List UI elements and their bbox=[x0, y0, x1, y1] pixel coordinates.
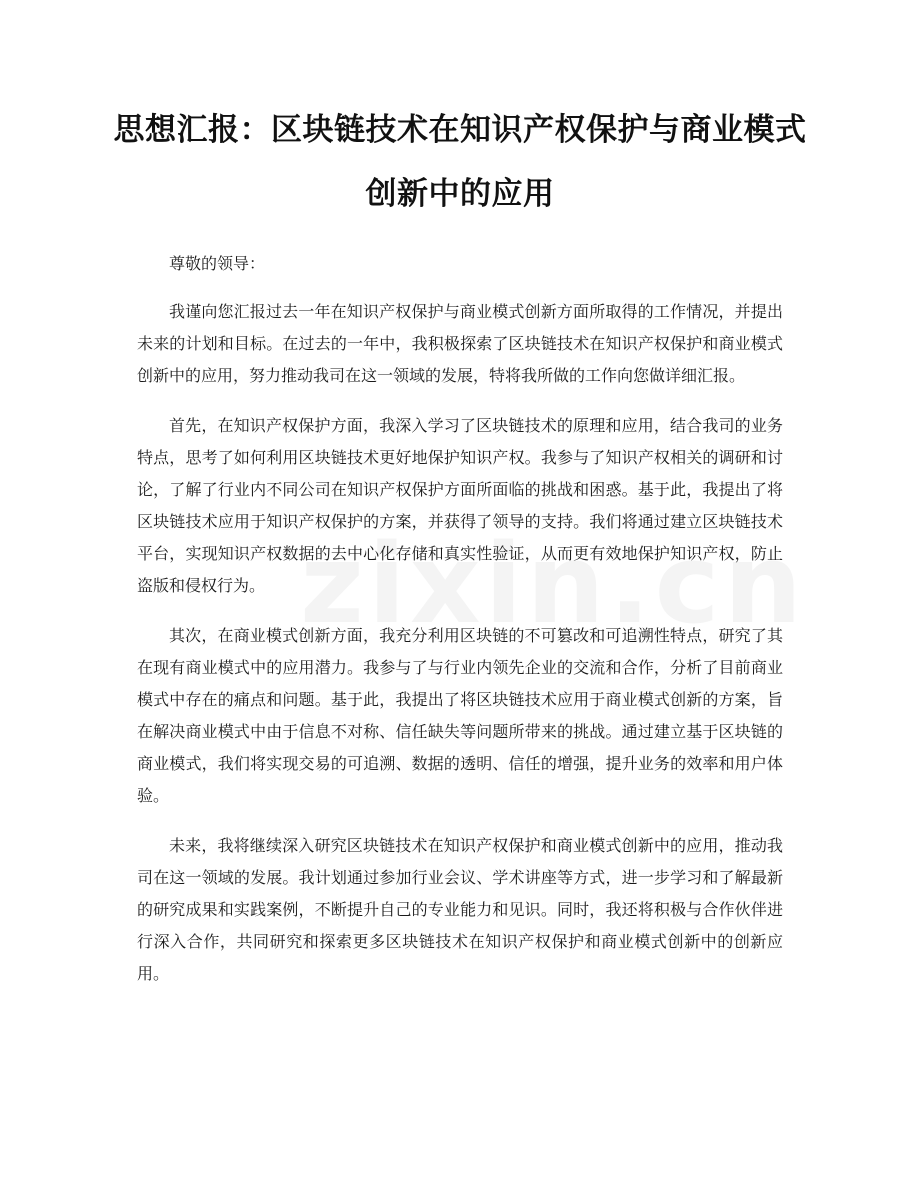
paragraph-1: 我谨向您汇报过去一年在知识产权保护与商业模式创新方面所取得的工作情况，并提出未来的计划和目标。在过去的一年中，我积极探索了区块链技术在知识产权保护和商业模式创新中的应用，努力推动我司在这一领域的发展，特将我所做的工作向您做详细汇报。 bbox=[137, 302, 783, 385]
paragraph-3: 其次，在商业模式创新方面，我充分利用区块链的不可篡改和可追溯性特点，研究了其在现有商业模式中的应用潜力。我参与了与行业内领先企业的交流和合作，分析了目前商业模式中存在的痛点和问题。基于此，我提出了将区块链技术应用于商业模式创新的方案，旨在解决商业模式中由于信息不对称、信任缺失等问题所带来的挑战。通过建立基于区块链的商业模式，我们将实现交易的可追溯、数据的透明、信任的增强，提升业务的效率和用户体验。 bbox=[137, 626, 783, 805]
document-title: 思想汇报：区块链技术在知识产权保护与商业模式创新中的应用 bbox=[113, 112, 807, 212]
document-body bbox=[137, 248, 783, 1008]
paragraph-4: 未来，我将继续深入研究区块链技术在知识产权保护和商业模式创新中的应用，推动我司在这一领域的发展。我计划通过参加行业会议、学术讲座等方式，进一步学习和了解最新的研究成果和实践案例，不断提升自己的专业能力和见识。同时，我还将积极与合作伙伴进行深入合作，共同研究和探索更多区块链技术在知识产权保护和商业模式创新中的创新应用。 bbox=[137, 836, 783, 983]
salutation: 尊敬的领导： bbox=[169, 254, 266, 273]
paragraph-2: 首先，在知识产权保护方面，我深入学习了区块链技术的原理和应用，结合我司的业务特点，思考了如何利用区块链技术更好地保护知识产权。我参与了知识产权相关的调研和讨论，了解了行业内不同公司在知识产权保护方面所面临的挑战和困惑。基于此，我提出了将区块链技术应用于知识产权保护的方案，并获得了领导的支持。我们将通过建立区块链技术平台，实现知识产权数据的去中心化存储和真实性验证，从而更有效地保护知识产权，防止盗版和侵权行为。 bbox=[137, 416, 783, 595]
